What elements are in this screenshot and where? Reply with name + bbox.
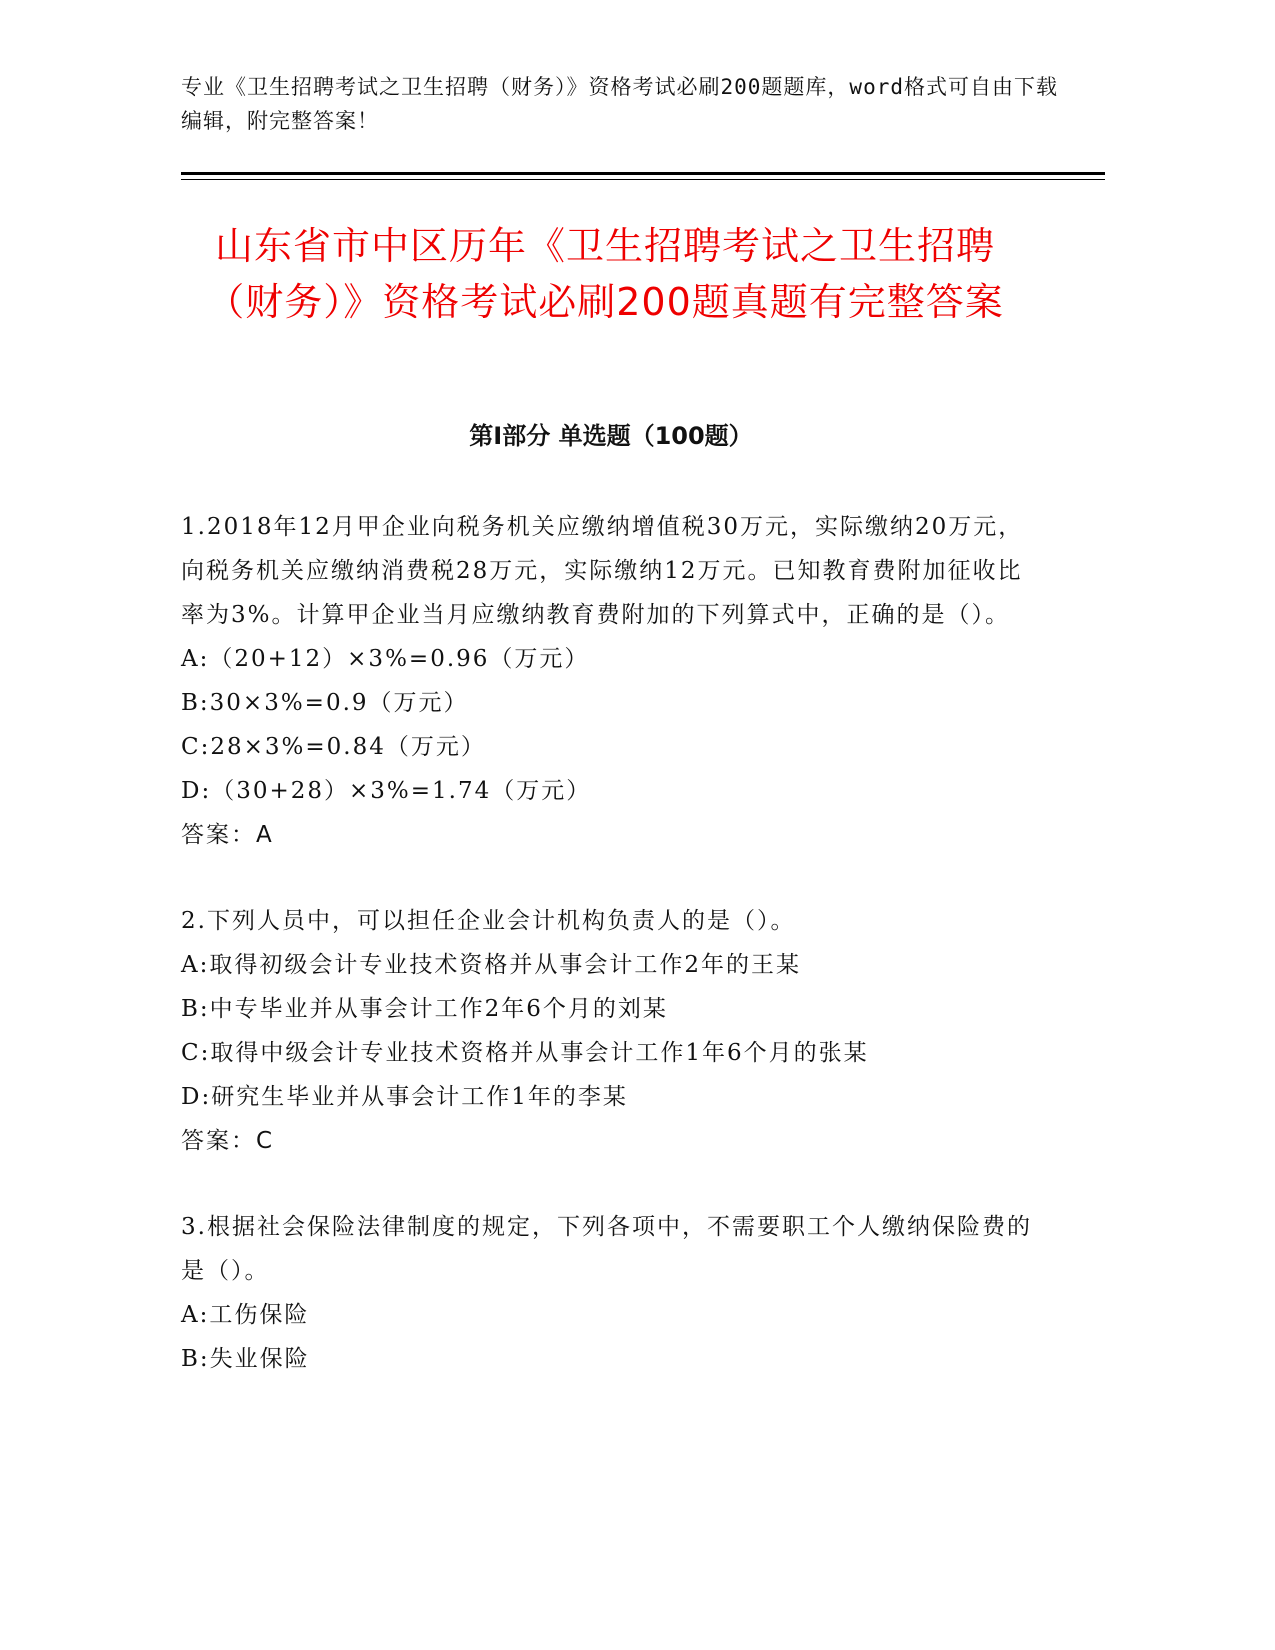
option-a: A:（20+12）×3%=0.96（万元） [181,646,590,672]
question-list [181,505,1046,1423]
answer-line: 答案：C [181,1128,275,1154]
option-b: B:失业保险 [181,1346,310,1372]
question-1 [181,505,1046,857]
option-a: A:工伤保险 [181,1302,310,1328]
option-d: D:（30+28）×3%=1.74（万元） [181,778,592,804]
option-d: D:研究生毕业并从事会计工作1年的李某 [181,1084,628,1110]
question-stem: 2.下列人员中，可以担任企业会计机构负责人的是（）。 [181,908,796,934]
document-title: 山东省市中区历年《卫生招聘考试之卫生招聘（财务）》资格考试必刷200题真题有完整答案 [206,224,1004,324]
option-b: B:中专毕业并从事会计工作2年6个月的刘某 [181,996,668,1022]
question-stem: 3.根据社会保险法律制度的规定，下列各项中，不需要职工个人缴纳保险费的是（）。 [181,1214,1032,1284]
section-heading: 第I部分 单选题（100题） [469,422,753,450]
option-c: C:取得中级会计专业技术资格并从事会计工作1年6个月的张某 [181,1040,869,1066]
answer-line: 答案：A [181,822,274,848]
header-rule-thin [181,179,1105,180]
question-stem: 1.2018年12月甲企业向税务机关应缴纳增值税30万元，实际缴纳20万元，向税务机关应缴纳消费税28万元，实际缴纳12万元。已知教育费附加征收比率为3%。计算甲企业当月应缴纳教育费附加的下列算式中，正确的是（）。 [181,514,1024,628]
header-note: 专业《卫生招聘考试之卫生招聘（财务）》资格考试必刷200题题库，word格式可自由下载编辑，附完整答案！ [181,75,1058,133]
option-a: A:取得初级会计专业技术资格并从事会计工作2年的王某 [181,952,801,978]
question-3 [181,1205,1046,1381]
option-c: C:28×3%=0.84（万元） [181,734,486,760]
question-2 [181,899,1046,1163]
option-b: B:30×3%=0.9（万元） [181,690,469,716]
header-rule-thick [181,172,1105,175]
